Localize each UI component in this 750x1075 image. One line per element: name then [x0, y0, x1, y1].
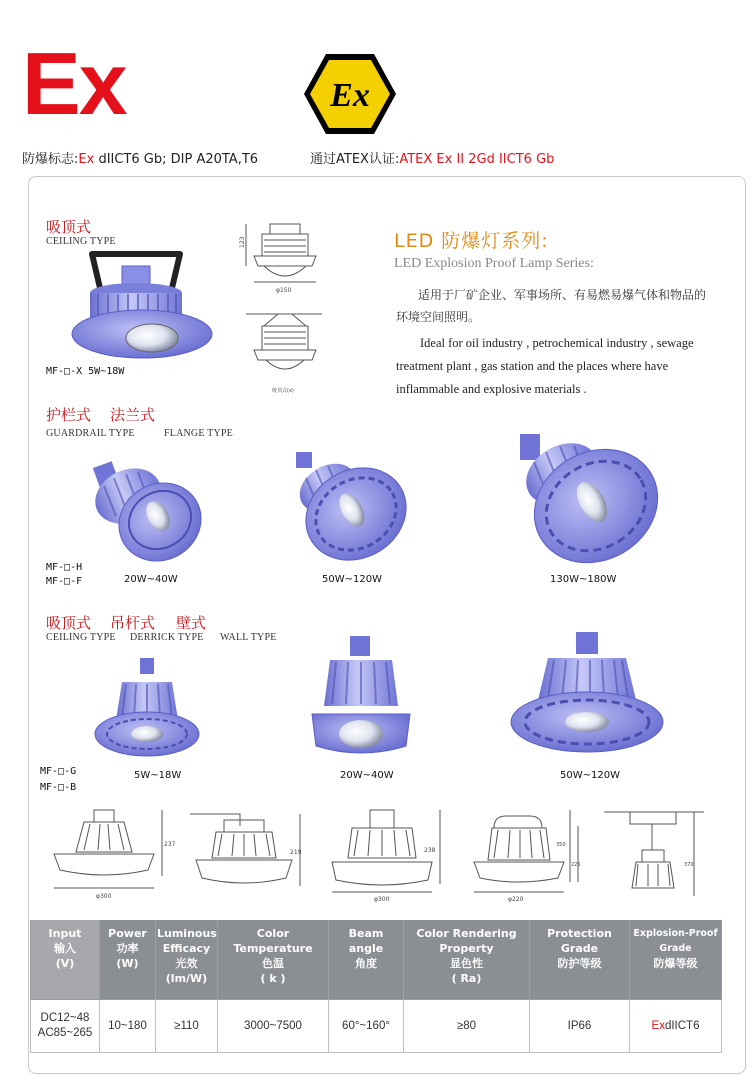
ex-logo: Ex [22, 34, 126, 133]
header-protection-grade-cn: 防护等级 [557, 957, 602, 970]
header-input-en: Input [48, 927, 82, 940]
drawing-ceiling-height: 237 [164, 841, 176, 848]
section2-title-cn-guardrail: 护栏式 [46, 406, 92, 424]
section1-model: MF-□-X 5W~18W [46, 366, 125, 377]
cell-input [31, 1000, 100, 1053]
header-input [31, 920, 100, 1000]
drawing1-caption: 吸顶式(x) [272, 388, 294, 394]
header-power [100, 920, 156, 1000]
header-power-unit: (W) [116, 957, 139, 970]
drawing-ceiling-type [40, 806, 176, 902]
header-color-rendering [404, 920, 530, 1000]
drawing-wall-h2: 225 [571, 862, 581, 868]
wall-lamp-large-image [508, 630, 666, 762]
cell-explosion-grade [630, 1000, 722, 1053]
drawing-wall-mount [598, 806, 710, 902]
drawing-derrick-medium-width: φ300 [374, 896, 390, 903]
header-beam-angle [329, 920, 404, 1000]
section2-title-cn-flange: 法兰式 [110, 406, 156, 424]
series-title: LED 防爆灯系列: [394, 230, 549, 252]
mark-ex: Ex [78, 152, 95, 167]
cell-explosion-rest: dIICT6 [664, 1019, 700, 1032]
section3-title-cn-derrick: 吊杆式 [110, 614, 156, 632]
drawing-derrick-medium [318, 806, 448, 902]
derrick-lamp-medium-image [306, 634, 416, 762]
section2-power-2: 50W~120W [322, 574, 382, 585]
header-efficacy-unit: (lm/W) [165, 972, 208, 985]
drawing-derrick-medium-height: 238 [424, 847, 436, 854]
section3-title-en-wall: WALL TYPE [220, 632, 277, 643]
flange-lamp-medium-image [288, 448, 412, 566]
header-power-cn: 功率 [116, 942, 139, 955]
header-color-temperature [218, 920, 329, 1000]
header-explosion-grade-en: Explosion-Proof Grade [633, 928, 718, 954]
description-cn: 适用于厂矿企业、军事场所、有易燃易爆气体和物品的环境空间照明。 [396, 288, 707, 324]
explosion-mark-line [22, 148, 258, 167]
cell-beam-angle: 60°~160° [329, 1000, 404, 1053]
header-color-rendering-en: Color Rendering Property [416, 927, 517, 955]
mark-value: dIICT6 Gb; DIP A20TA,T6 [94, 152, 259, 167]
header-color-temperature-cn: 色温 [262, 957, 284, 970]
spec-table [30, 920, 722, 1053]
cell-power: 10~180 [100, 1000, 156, 1053]
atex-certification-line [310, 148, 554, 167]
header-explosion-grade-cn: 防爆等级 [653, 957, 698, 970]
section2-model-guardrail: MF-□-H [46, 562, 83, 573]
spec-header-row [31, 920, 722, 1000]
cell-protection-grade: IP66 [530, 1000, 630, 1053]
drawing-wall-mount-height: 370 [684, 862, 694, 868]
atex-symbol-text: Ex [330, 77, 370, 114]
cell-efficacy: ≥110 [156, 1000, 218, 1053]
header-protection-grade [530, 920, 630, 1000]
header-input-cn: 输入 [54, 942, 76, 955]
section3-model-derrick: MF-□-B [40, 782, 77, 793]
mark-label: 防爆标志: [22, 152, 79, 167]
atex-value: ATEX Ex II 2Gd IICT6 Gb [399, 152, 555, 167]
atex-label: 通过ATEX认证: [310, 152, 400, 167]
section2-title-en-flange: FLANGE TYPE [164, 428, 233, 439]
drawing1-height-label: 123 [239, 236, 246, 248]
drawing-wall-type [458, 806, 586, 902]
section3-power-1: 5W~18W [134, 770, 182, 781]
section3-model-ceiling: MF-□-G [40, 766, 77, 777]
cell-explosion-ex: Ex [651, 1019, 665, 1032]
header-input-unit: (V) [55, 957, 75, 970]
section2-power-3: 130W~180W [550, 574, 617, 585]
header-efficacy-cn: 光效 [175, 957, 198, 970]
header-beam-angle-en: Beam angle [348, 927, 384, 955]
section2-title-en-guardrail: GUARDRAIL TYPE [46, 428, 135, 439]
drawing-wall-width: φ220 [508, 896, 524, 903]
description-en: Ideal for oil industry , petrochemical industry , sewage treatment plant , gas station and the places where have inflammable and explosive materials . [396, 336, 694, 396]
header-efficacy-en: Luminous Efficacy [157, 927, 217, 955]
section3-title-cn-wall: 壁式 [176, 614, 207, 632]
section2-model-flange: MF-□-F [46, 576, 83, 587]
drawing-derrick-height: 219 [290, 849, 302, 856]
cell-color-rendering: ≥80 [404, 1000, 530, 1053]
header-efficacy [156, 920, 218, 1000]
drawing-derrick-type [180, 806, 310, 902]
drawing1-width-label: φ150 [276, 287, 292, 294]
section3-power-3: 50W~120W [560, 770, 620, 781]
header-color-rendering-cn: 显色性 [450, 957, 483, 970]
header-protection-grade-en: Protection Grade [547, 927, 612, 955]
cell-input-dc: DC12~48 [40, 1012, 90, 1024]
section3-title-cn-ceiling: 吸顶式 [46, 614, 92, 632]
header-color-rendering-unit: ( Ra) [451, 972, 482, 985]
ceiling-type-front-drawing [238, 216, 328, 300]
drawing-ceiling-width: φ300 [96, 893, 112, 900]
atex-ex-hexagon-icon [302, 52, 398, 136]
flange-lamp-large-image [512, 426, 662, 570]
section1-title-en: CEILING TYPE [46, 236, 116, 247]
section3-power-2: 20W~40W [340, 770, 394, 781]
header-power-en: Power [108, 927, 147, 940]
header-explosion-grade [630, 920, 722, 1000]
section3-title-en-ceiling: CEILING TYPE [46, 632, 116, 643]
header-color-temperature-en: Color Temperature [233, 927, 313, 955]
ceiling-type-side-drawing [238, 304, 328, 396]
header-color-temperature-unit: ( k ) [260, 972, 286, 985]
header-beam-angle-cn: 角度 [355, 957, 377, 970]
section1-title-cn: 吸顶式 [46, 218, 92, 236]
table-row [31, 1000, 722, 1053]
cell-input-ac: AC85~265 [37, 1027, 93, 1039]
section2-power-1: 20W~40W [124, 574, 178, 585]
series-subtitle: LED Explosion Proof Lamp Series: [394, 256, 594, 271]
ceiling-lamp-small-image [92, 654, 202, 760]
drawing-wall-h1: 350 [556, 842, 566, 848]
ceiling-type-lamp-image [62, 248, 212, 368]
guardrail-lamp-small-image [82, 456, 212, 568]
section3-title-en-derrick: DERRICK TYPE [130, 632, 204, 643]
cell-color-temperature: 3000~7500 [218, 1000, 329, 1053]
